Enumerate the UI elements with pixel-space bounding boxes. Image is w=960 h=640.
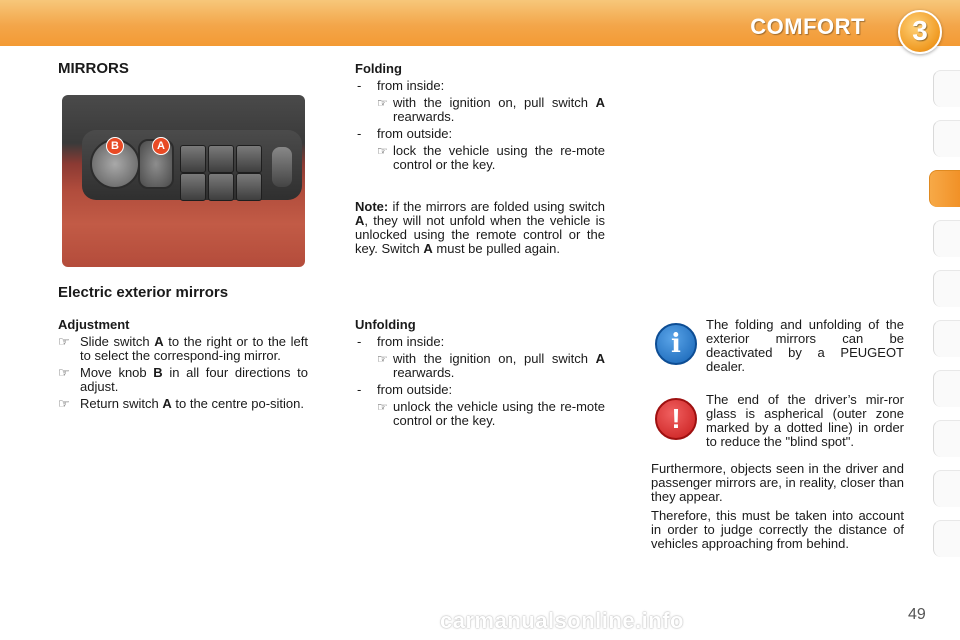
side-tab[interactable]	[933, 270, 960, 307]
list-item: ☞ with the ignition on, pull switch A rearwards.	[377, 351, 605, 380]
unfolding-title: Unfolding	[355, 317, 416, 332]
watermark: carmanualsonline.info	[440, 608, 684, 633]
chapter-number: 3	[912, 15, 928, 46]
warning-paragraphs	[651, 462, 904, 551]
note-paragraph: Note: if the mirrors are folded using switch A, they will not unfold when the vehicle is unlocked using the remote control or the key. Switch A must be pulled again.	[355, 199, 605, 256]
list-item: ☞ lock the vehicle using the re-mote control or the key.	[377, 143, 605, 172]
section-title: MIRRORS	[58, 60, 129, 77]
window-button	[180, 173, 206, 201]
adjustment-title: Adjustment	[58, 317, 130, 332]
chapter-number-badge	[898, 10, 942, 54]
note-label: Note:	[355, 199, 389, 214]
side-tab[interactable]	[933, 420, 960, 457]
pointing-hand-icon: ☞	[377, 400, 388, 414]
paragraph: Furthermore, objects seen in the driver and passenger mirrors are, in reality, closer than they appear.	[651, 461, 904, 504]
side-tab[interactable]	[933, 470, 960, 507]
page-number: 49	[908, 606, 926, 623]
window-button	[180, 145, 206, 173]
list-item: - from inside:	[357, 78, 445, 93]
photo-label-a: A	[152, 137, 170, 155]
list-item: ☞ Move knob B in all four directions to adjust.	[58, 365, 308, 394]
info-text: The folding and unfolding of the exterior mirrors can be deactivated by a PEUGEOT dealer.	[706, 317, 904, 374]
side-tab[interactable]	[933, 70, 960, 107]
pointing-hand-icon: ☞	[58, 334, 70, 349]
window-button	[208, 173, 234, 201]
folding-title: Folding	[355, 61, 402, 76]
pointing-hand-icon: ☞	[58, 396, 70, 411]
unfolding-section	[355, 318, 605, 431]
paragraph: Therefore, this must be taken into account in order to judge correctly the distance of vehicles approaching from behind.	[651, 508, 904, 551]
side-chapter-tabs	[930, 70, 960, 570]
side-tab[interactable]	[933, 370, 960, 407]
pointing-hand-icon: ☞	[377, 96, 388, 110]
window-button	[236, 173, 262, 201]
folding-section	[355, 62, 605, 175]
warning-icon: !	[655, 398, 697, 440]
side-tab[interactable]	[933, 120, 960, 157]
warning-text: The end of the driver’s mir-ror glass is aspherical (outer zone marked by a dotted line) in order to reduce the "blind spot".	[706, 392, 904, 449]
list-item: - from outside:	[357, 382, 453, 397]
subheading: Electric exterior mirrors	[58, 284, 229, 301]
chapter-title: COMFORT	[750, 14, 865, 39]
side-tab[interactable]	[933, 220, 960, 257]
side-tab[interactable]	[933, 320, 960, 357]
pointing-hand-icon: ☞	[377, 352, 388, 366]
window-button	[208, 145, 234, 173]
side-tab-active[interactable]	[929, 170, 960, 207]
list-item: ☞ Slide switch A to the right or to the left to select the correspond-ing mirror.	[58, 334, 308, 363]
list-item: - from outside:	[357, 126, 453, 141]
list-item: ☞ unlock the vehicle using the re-mote control or the key.	[377, 399, 605, 428]
side-tab[interactable]	[933, 520, 960, 557]
door-switch-photo	[62, 95, 305, 267]
child-lock-button	[272, 147, 292, 187]
list-item: ☞ Return switch A to the centre po-sition.	[58, 396, 305, 411]
list-item: - from inside:	[357, 334, 445, 349]
pointing-hand-icon: ☞	[377, 144, 388, 158]
window-button	[236, 145, 262, 173]
list-item: ☞ with the ignition on, pull switch A rearwards.	[377, 95, 605, 124]
adjustment-section	[58, 318, 308, 414]
photo-label-b: B	[106, 137, 124, 155]
pointing-hand-icon: ☞	[58, 365, 70, 380]
info-icon: i	[655, 323, 697, 365]
